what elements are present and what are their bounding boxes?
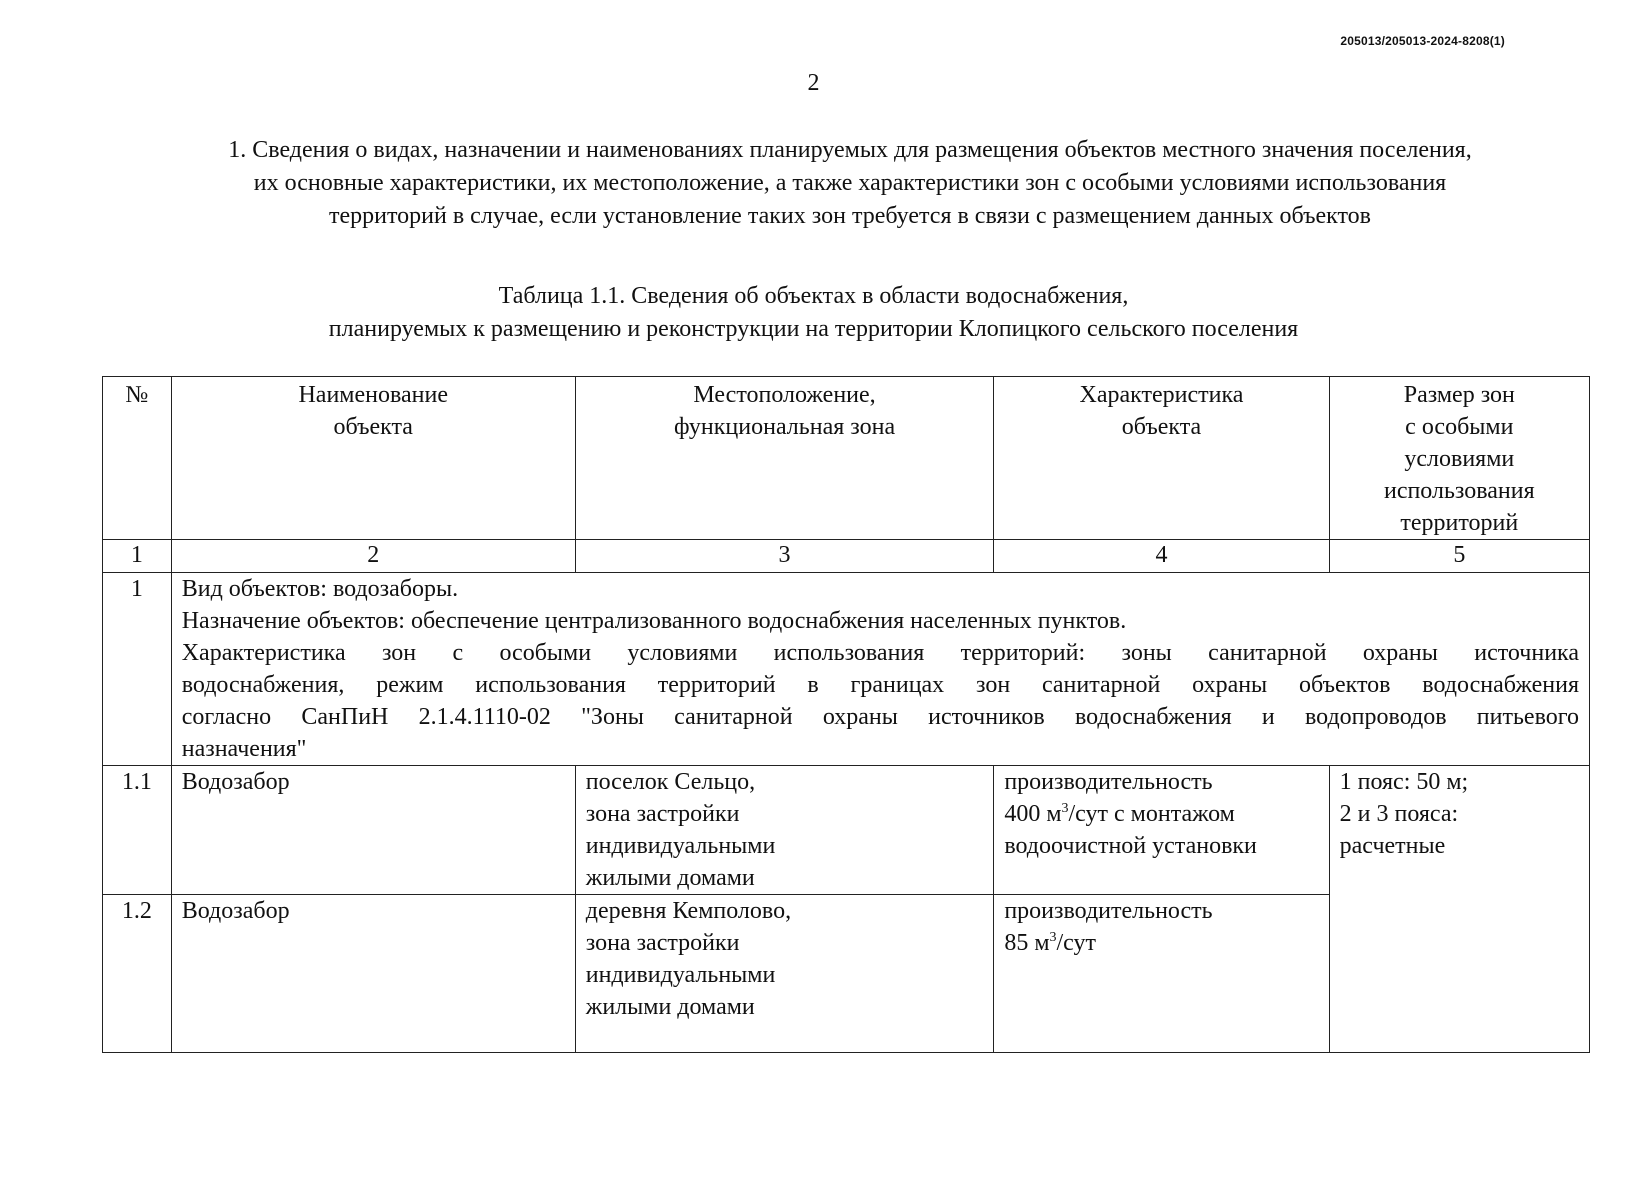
column-number: 1: [103, 540, 172, 573]
heading-line: территорий в случае, если установление таких зон требуется в связи с размещением данных объектов: [329, 203, 1371, 229]
table-header-row: [103, 377, 1590, 540]
group-zones-line: согласно СанПиН 2.1.4.1110-02 "Зоны санитарной охраны источников водоснабжения и водопроводов питьевого: [181, 704, 1579, 730]
column-number: 3: [575, 540, 994, 573]
header-number: №: [103, 377, 172, 540]
page-number: 2: [807, 70, 820, 96]
row-number: 1.1: [103, 766, 172, 895]
row-characteristic: производительность 85 $м^3$/сут: [994, 895, 1329, 1053]
row-object-name: Водозабор: [171, 895, 575, 1053]
caption-line: Таблица 1.1. Сведения об объектах в области водоснабжения,: [498, 283, 1129, 309]
caption-line: планируемых к размещению и реконструкции на территории Клопицкого сельского поселения: [328, 316, 1299, 342]
water-supply-table: [102, 376, 1590, 1053]
row-object-name: Водозабор: [171, 766, 575, 895]
group-zones-line: водоснабжения, режим использования территорий в границах зон санитарной охраны объектов водоснабжения: [181, 672, 1579, 698]
column-number: 2: [171, 540, 575, 573]
column-number: 5: [1329, 540, 1589, 573]
group-kind: Вид объектов: водозаборы.: [181, 576, 459, 602]
group-row: [103, 573, 1590, 766]
header-characteristic: Характеристика объекта: [994, 377, 1329, 540]
group-purpose: Назначение объектов: обеспечение централизованного водоснабжения населенных пунктов.: [181, 608, 1127, 634]
group-number: 1: [103, 573, 172, 766]
row-location: деревня Кемполово, зона застройки индивидуальными жилыми домами: [575, 895, 994, 1053]
document-id: 205013/205013-2024-8208(1): [1340, 34, 1505, 48]
section-heading: [140, 134, 1560, 233]
row-location: поселок Сельцо, зона застройки индивидуальными жилыми домами: [575, 766, 994, 895]
header-location: Местоположение, функциональная зона: [575, 377, 994, 540]
table-row: [103, 766, 1590, 895]
table-caption: [0, 280, 1627, 346]
row-characteristic: производительность 400 $м^3$/сут с монтажом водоочистной установки: [994, 766, 1329, 895]
column-number-row: [103, 540, 1590, 573]
header-zone-size: Размер зон с особыми условиями использования территорий: [1329, 377, 1589, 540]
heading-line: их основные характеристики, их местоположение, а также характеристики зон с особыми условиями использования: [253, 170, 1447, 196]
group-zones-line: назначения": [181, 736, 307, 762]
header-object-name: Наименование объекта: [171, 377, 575, 540]
column-number: 4: [994, 540, 1329, 573]
zone-size-cell: 1 пояс: 50 м; 2 и 3 пояса: расчетные: [1329, 766, 1589, 1053]
row-number: 1.2: [103, 895, 172, 1053]
heading-line: 1. Сведения о видах, назначении и наименованиях планируемых для размещения объектов местного значения поселения,: [228, 137, 1472, 163]
group-description: [171, 573, 1589, 766]
group-zones-line: Характеристика зон с особыми условиями использования территорий: зоны санитарной охраны источника: [181, 640, 1579, 666]
